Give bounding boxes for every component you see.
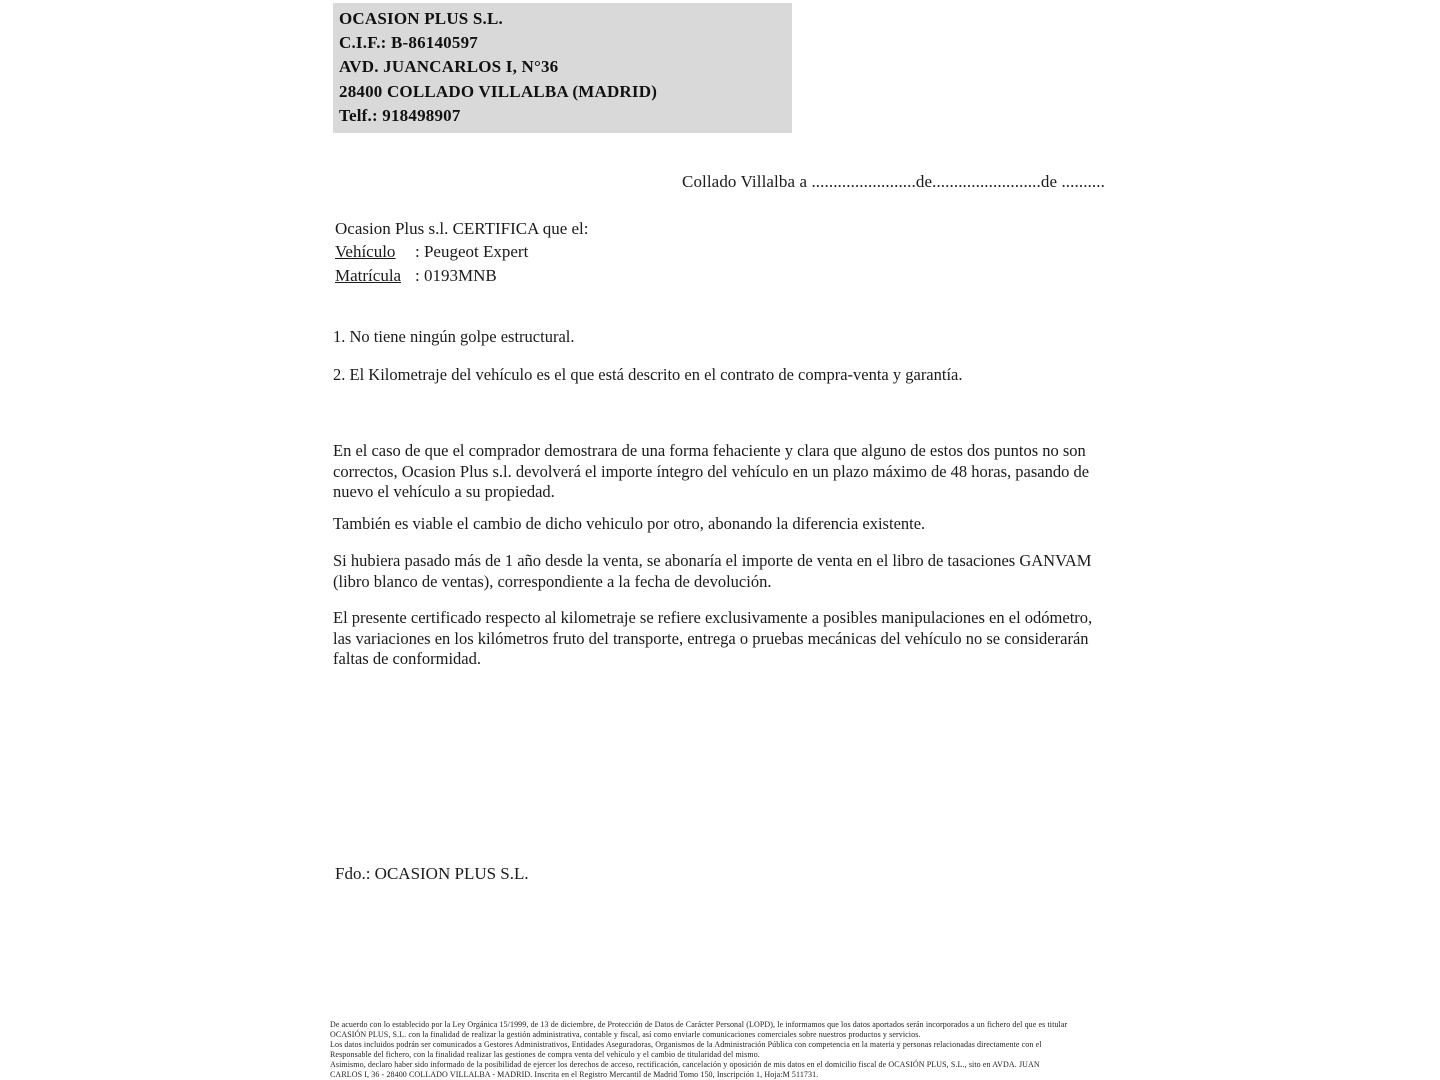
company-address: AVD. JUANCARLOS I, N°36: [339, 57, 559, 77]
certifies-intro: Ocasion Plus s.l. CERTIFICA que el:: [335, 219, 589, 238]
paragraph-vehicle-exchange: También es viable el cambio de dicho vehiculo por otro, abonando la diferencia existente.: [333, 514, 926, 533]
signature-line: Fdo.: OCASION PLUS S.L.: [335, 864, 529, 883]
company-name: OCASION PLUS S.L.: [339, 9, 503, 28]
clause-structural-damage: 1. No tiene ningún golpe estructural.: [333, 327, 575, 346]
paragraph-odometer-scope: El presente certificado respecto al kilometraje se refiere exclusivamente a posibles manipulaciones en el odómetro, las variaciones en los kilómetros fruto del transporte, entrega o pruebas mecánicas del vehículo no se considerarán faltas de conformidad.: [333, 608, 1093, 669]
clause-mileage: 2. El Kilometraje del vehículo es el que está descrito en el contrato de compra-venta y garantía.: [333, 365, 963, 384]
plate-value: : 0193MNB: [415, 265, 497, 285]
vehicle-row: [335, 240, 589, 263]
legal-footer-line: Responsable del fichero, con la finalidad realizar las gestiones de compra venta del vehículo y el cambio de titularidad del mismo.: [330, 1049, 760, 1059]
plate-label: Matrícula: [335, 265, 402, 285]
vehicle-value: : Peugeot Expert: [415, 242, 529, 262]
legal-footer-line: Asimismo, declaro haber sido informado de la posibilidad de ejercer los derechos de acceso, rectificación, cancelación y oposición de mis datos en el domicilio fiscal de OCASIÓN PLUS, S.L., sito en AVDA. JUAN: [330, 1059, 1040, 1069]
company-cif: C.I.F.: B-86140597: [339, 33, 478, 53]
legal-footer-line: Los datos incluidos podrán ser comunicados a Gestores Administrativos, Entidades Aseguradoras, Organismos de la Administración Pública con competencia en la materia y personas relacionadas directamente con el: [330, 1039, 1042, 1049]
company-header-block: [333, 3, 792, 133]
plate-row: [335, 264, 589, 287]
company-phone: Telf.: 918498907: [339, 105, 461, 125]
vehicle-label: Vehículo: [335, 242, 396, 262]
paragraph-ganvam-valuation: Si hubiera pasado más de 1 año desde la venta, se abonaría el importe de venta en el libro de tasaciones GANVAM (libro blanco de ventas), correspondiente a la fecha de devolución.: [333, 551, 1092, 591]
paragraph-refund-terms: En el caso de que el comprador demostrara de una forma fehaciente y clara que alguno de estos dos puntos no son correctos, Ocasion Plus s.l. devolverá el importe íntegro del vehículo en un plazo máximo de 48 horas, pasando de nuevo el vehículo a su propiedad.: [333, 441, 1090, 502]
legal-footer: [330, 1020, 1105, 1079]
legal-footer-line: CARLOS I, 36 - 28400 COLLADO VILLALBA - MADRID. Inscrita en el Registro Mercantil de Madrid Tomo 150, Inscripción 1, Hoja:M 511731.: [330, 1069, 819, 1079]
legal-footer-line: De acuerdo con lo establecido por la Ley Orgánica 15/1999, de 13 de diciembre, de Protección de Datos de Carácter Personal (LOPD), le informamos que los datos aportados serán incorporados a un fichero del que es titular: [330, 1020, 1068, 1029]
certification-block: [335, 217, 589, 287]
date-place-line: Collado Villalba a ........................de.........................de ..........: [682, 172, 1105, 191]
company-city: 28400 COLLADO VILLALBA (MADRID): [339, 81, 658, 101]
legal-footer-line: OCASIÓN PLUS, S.L. con la finalidad de realizar la gestión administrativa, contable y fiscal, así como enviarle comunicaciones comerciales sobre nuestros productos y servicios.: [330, 1029, 921, 1039]
